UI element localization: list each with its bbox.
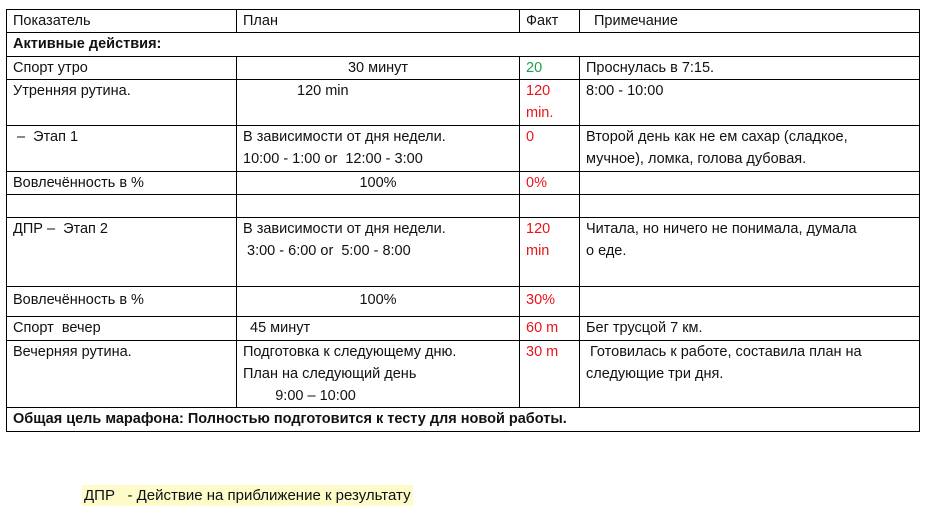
cell-note: Проснулась в 7:15. <box>580 57 920 80</box>
cell-plan: 45 минут <box>237 317 520 341</box>
cell-indicator: Спорт утро <box>7 57 237 80</box>
table-row <box>7 287 920 317</box>
header-note: Примечание <box>580 10 920 33</box>
cell-indicator: Утренняя рутина. <box>7 80 237 126</box>
section-row <box>7 33 920 57</box>
cell-note: Готовилась к работе, составила план на следующие три дня. <box>580 341 920 408</box>
header-fact: Факт <box>520 10 580 33</box>
table-row <box>7 341 920 408</box>
empty-row <box>7 195 920 218</box>
table-row <box>7 218 920 287</box>
cell-fact: 0 <box>520 126 580 172</box>
cell-indicator: Вовлечённость в % <box>7 287 237 317</box>
table-row <box>7 172 920 195</box>
section-title: Активные действия: <box>7 33 920 57</box>
footer-row <box>7 408 920 432</box>
cell-indicator: Вовлечённость в % <box>7 172 237 195</box>
table-row <box>7 80 920 126</box>
cell-note <box>580 195 920 218</box>
cell-fact <box>520 195 580 218</box>
cell-plan: 100% <box>237 172 520 195</box>
marathon-table <box>6 9 920 432</box>
cell-fact: 120 min. <box>520 80 580 126</box>
cell-note: Читала, но ничего не понимала, думала о еде. <box>580 218 920 287</box>
cell-plan: 100% <box>237 287 520 317</box>
cell-note <box>580 172 920 195</box>
cell-plan: В зависимости от дня недели. 3:00 - 6:00 or 5:00 - 8:00 <box>237 218 520 287</box>
marathon-goal: Общая цель марафона: Полностью подготовится к тесту для новой работы. <box>7 408 920 432</box>
cell-note: 8:00 - 10:00 <box>580 80 920 126</box>
cell-indicator <box>7 195 237 218</box>
header-plan: План <box>237 10 520 33</box>
cell-indicator: – Этап 1 <box>7 126 237 172</box>
cell-plan <box>237 195 520 218</box>
header-indicator: Показатель <box>7 10 237 33</box>
cell-plan: 120 min <box>237 80 520 126</box>
cell-fact: 20 <box>520 57 580 80</box>
cell-note: Бег трусцой 7 км. <box>580 317 920 341</box>
cell-note <box>580 287 920 317</box>
cell-plan: 30 минут <box>237 57 520 80</box>
cell-indicator: Спорт вечер <box>7 317 237 341</box>
cell-fact: 60 m <box>520 317 580 341</box>
cell-note: Второй день как не ем сахар (сладкое, мучное), ломка, голова дубовая. <box>580 126 920 172</box>
cell-fact: 120 min <box>520 218 580 287</box>
abbreviation-note: ДПР - Действие на приближение к результату <box>84 487 411 504</box>
cell-indicator: ДПР – Этап 2 <box>7 218 237 287</box>
table-row <box>7 126 920 172</box>
table-row <box>7 317 920 341</box>
cell-plan: Подготовка к следующему дню. План на следующий день 9:00 – 10:00 <box>237 341 520 408</box>
cell-fact: 30% <box>520 287 580 317</box>
cell-fact: 30 m <box>520 341 580 408</box>
cell-indicator: Вечерняя рутина. <box>7 341 237 408</box>
cell-fact: 0% <box>520 172 580 195</box>
table-row <box>7 57 920 80</box>
cell-plan: В зависимости от дня недели. 10:00 - 1:00 or 12:00 - 3:00 <box>237 126 520 172</box>
header-row <box>7 10 920 33</box>
